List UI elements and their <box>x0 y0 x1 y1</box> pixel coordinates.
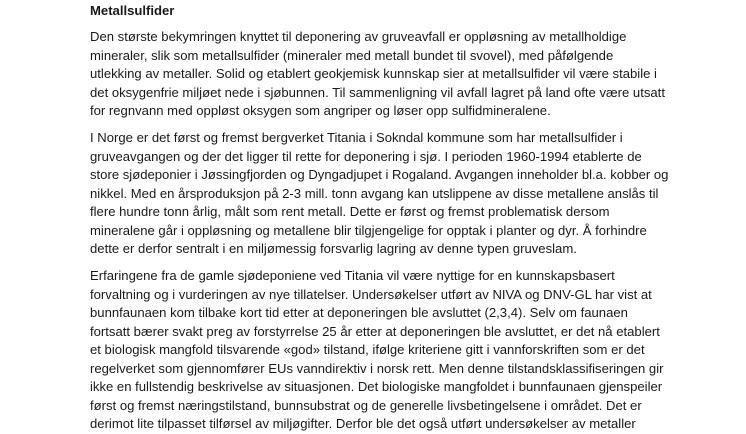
text-line: mineralene går i oppløsning og metallene blir tilgjengelige for opptak i planter og dyr. Å forhindre <box>90 222 647 238</box>
text-line: nikkel. Med en årsproduksjon på 2-3 mill. tonn avgang kan utslippene av disse metallene anslås til <box>90 185 659 201</box>
text-line: forvaltning og i vurderingen av nye tillatelser. Undersøkelser utført av NIVA og DNV-GL har vist at <box>90 286 652 302</box>
text-line: regelverket som gjennomfører EUs vanndirektiv i norsk rett. Men denne tilstandsklassifiseringen gir <box>90 360 664 376</box>
text-line: det oksygenfrie miljøet nede i sjøbunnen. Til sammenligning vil avfall lagret på land ofte være utsatt <box>90 84 665 100</box>
text-line: først og fremst næringstilstand, bunnsubstrat og de generelle livsbetingelsene i området. Det er <box>90 397 642 413</box>
paragraph-2 <box>90 129 668 259</box>
text-line: ikke en fullstendig beskrivelse av situasjonen. Det biologiske mangfoldet i bunnfaunaen gjenspeiler <box>90 379 663 394</box>
text-line: utlekking av metaller. Solid og etablert geokjemisk kunnskap sier at metallsulfider vil være stabile i <box>90 66 657 81</box>
text-line: store sjødeponier i Jøssingfjorden og Dyngadjupet i Rogaland. Avgangen inneholder bl.a. kobber og <box>90 167 669 182</box>
text-line: dette er derfor sentralt i en miljømessig forsvarlig lagring av denne typen gruveslam. <box>90 241 577 256</box>
text-line: for regnvann med oppløst oksygen som angriper og løser opp sulfidmineralene. <box>90 103 551 118</box>
text-line: bunnfaunaen kom tilbake kort tid etter at deponeringen ble avsluttet (2,3,4). Selv om faunaen <box>90 305 628 320</box>
text-line: fortsatt bærer svakt preg av forstyrrelse 25 år etter at deponeringen ble avsluttet, er det nå etablert <box>90 323 660 339</box>
text-line: Erfaringene fra de gamle sjødeponiene ved Titania vil være nyttige for en kunnskapsbasert <box>90 268 615 283</box>
section-heading: Metallsulfider <box>90 3 175 18</box>
text-line: flere hundre tonn årlig, målt som rent metall. Dette er først og fremst problematisk dersom <box>90 204 610 219</box>
paragraph-3 <box>90 267 663 434</box>
text-line: derimot lite tilpasset tilførsel av miljøgifter. Derfor ble det også utført undersøkelser av metaller <box>90 416 636 431</box>
text-line: I Norge er det først og fremst bergverket Titania i Sokndal kommune som har metallsulfider i <box>90 130 623 145</box>
paragraph-1 <box>90 28 665 121</box>
text-line: Den største bekymringen knyttet til deponering av gruveavfall er oppløsning av metallholdige <box>90 29 627 44</box>
text-line: et biologisk mangfold tilsvarende «god» tilstand, ifølge kriteriene gitt i vannforskriften som er det <box>90 342 645 357</box>
text-line: mineraler, slik som metallsulfider (mineraler med metall bundet til svovel), med påfølgende <box>90 47 614 63</box>
text-line: gruveavgangen og der det ligger til rette for deponering i sjø. I perioden 1960-1994 etablerte de <box>90 148 642 164</box>
